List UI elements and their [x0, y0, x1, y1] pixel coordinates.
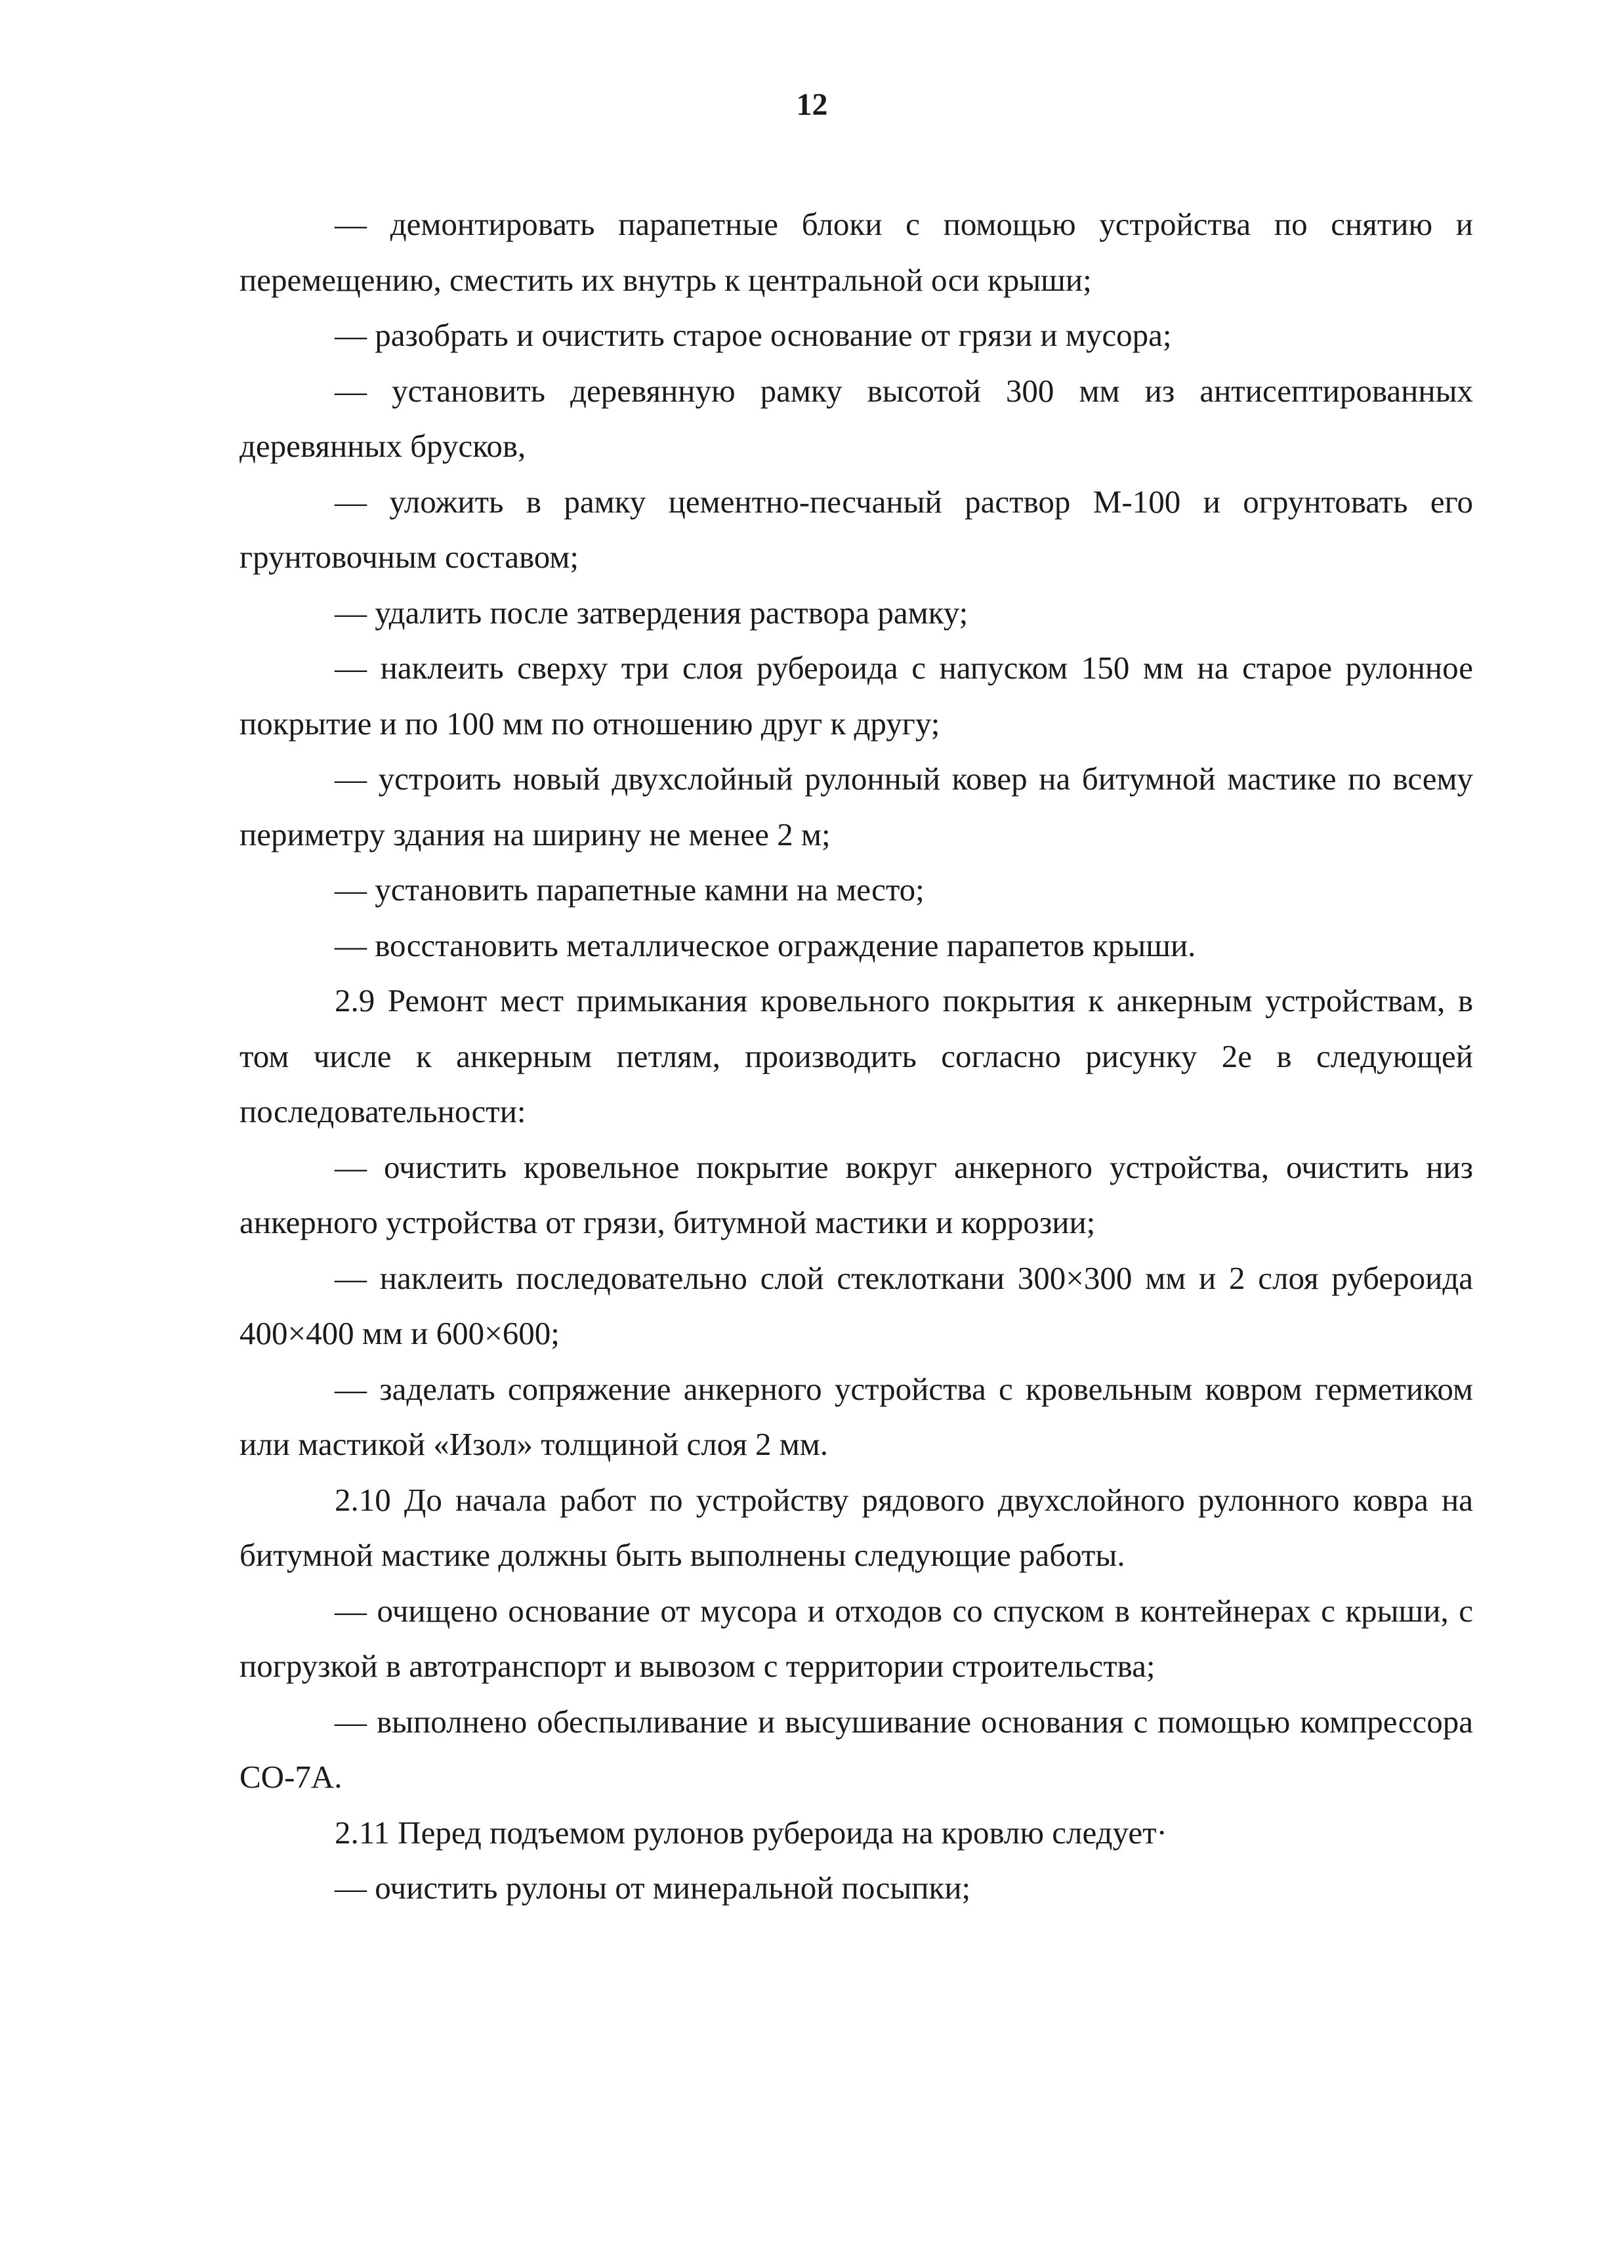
paragraph-section-2-10: 2.10 До начала работ по устройству рядового двухслойного рулонного ковра на битумной мастике должны быть выполнены следующие работы.	[239, 1481, 1473, 1573]
paragraph-clean-old-base: — разобрать и очистить старое основание от грязи и мусора;	[335, 317, 1172, 353]
paragraph-clean-anchor-device: — очистить кровельное покрытие вокруг анкерного устройства, очистить низ анкерного устройства от грязи, битумной мастики и коррозии;	[239, 1148, 1473, 1240]
paragraph-lay-mortar: — уложить в рамку цементно-песчаный раствор М-100 и огрунтовать его грунтовочным составом;	[239, 483, 1473, 575]
paragraph-seal-anchor-joint: — заделать сопряжение анкерного устройства с кровельным ковром герметиком или мастикой «Изол» толщиной слоя 2 мм.	[239, 1370, 1473, 1462]
paragraph-glue-roofing-layers: — наклеить сверху три слоя рубероида с напуском 150 мм на старое рулонное покрытие и по 100 мм по отношению друг к другу;	[239, 650, 1473, 742]
paragraph-glue-fiberglass: — наклеить последовательно слой стеклоткани 300×300 мм и 2 слоя рубероида 400×400 мм и 600×600;	[239, 1259, 1473, 1351]
body-text	[239, 197, 1473, 1916]
paragraph-section-2-9: 2.9 Ремонт мест примыкания кровельного покрытия к анкерным устройствам, в том числе к анкерным петлям, производить согласно рисунку 2е в следующей последовательности:	[239, 982, 1473, 1129]
paragraph-install-wooden-frame: — установить деревянную рамку высотой 300 мм из антисептированных деревянных брусков,	[239, 372, 1473, 464]
paragraph-dedusting-drying: — выполнено обеспыливание и высушивание основания с помощью компрессора СО-7А.	[239, 1703, 1473, 1795]
paragraph-restore-fence: — восстановить металлическое ограждение парапетов крыши.	[335, 927, 1196, 963]
paragraph-install-parapet-stones: — установить парапетные камни на место;	[335, 872, 925, 908]
page-number: 12	[796, 87, 828, 122]
paragraph-new-roll-carpet: — устроить новый двухслойный рулонный ковер на битумной мастике по всему периметру здания на ширину не менее 2 м;	[239, 761, 1473, 852]
paragraph-remove-frame: — удалить после затвердения раствора рамку;	[335, 594, 968, 631]
paragraph-base-cleaned: — очищено основание от мусора и отходов со спуском в контейнерах с крыши, с погрузкой в автотранспорт и вывозом с территории строительства;	[239, 1592, 1473, 1684]
paragraph-clean-rolls: — очистить рулоны от минеральной посыпки;	[335, 1870, 971, 1906]
paragraph-dismantle-parapet-blocks: — демонтировать парапетные блоки с помощью устройства по снятию и перемещению, сместить их внутрь к центральной оси крыши;	[239, 206, 1473, 298]
paragraph-section-2-11: 2.11 Перед подъемом рулонов рубероида на кровлю следует·	[335, 1814, 1167, 1851]
